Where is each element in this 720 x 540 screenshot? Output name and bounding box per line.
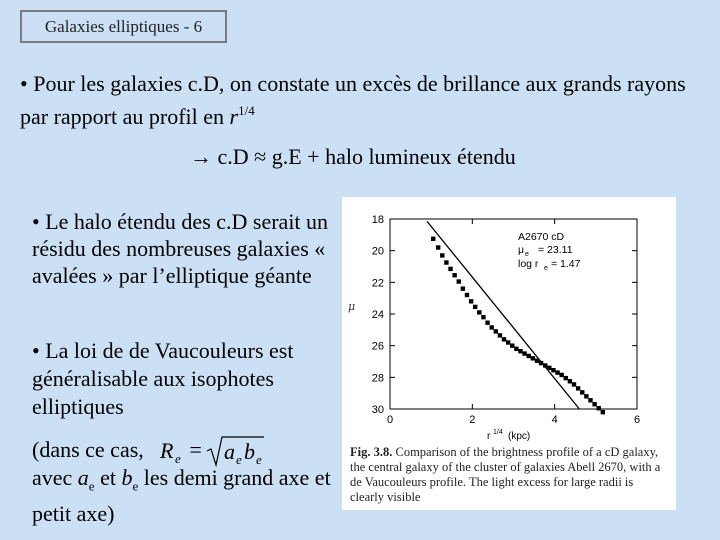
bullet-halo: • Le halo étendu des c.D serait un résidu des nombreuses galaxies « avalées » par l’elliptique géante: [32, 209, 329, 288]
data-point: [531, 356, 535, 360]
data-point: [431, 237, 435, 241]
data-point: [477, 310, 481, 314]
note-rest: les demi grand axe et petit axe): [32, 465, 331, 527]
note-line2: [32, 464, 342, 528]
note-a-sub: e: [88, 478, 95, 494]
note-line1: (dans ce cas,: [32, 437, 144, 462]
legend-log-label: log r: [518, 258, 539, 270]
bullet-cd-excess: [20, 70, 710, 130]
data-point: [510, 343, 514, 347]
formula-eq: =: [188, 437, 203, 462]
formula-a: a: [224, 439, 235, 464]
legend-log-value: = 1.47: [551, 258, 581, 270]
data-point: [518, 349, 522, 353]
data-point: [597, 406, 601, 410]
y-tick-label: 22: [371, 277, 384, 290]
data-point: [568, 379, 572, 383]
formula-R-sub: e: [175, 451, 181, 466]
data-point: [465, 293, 469, 297]
note-b-sub: e: [132, 478, 139, 494]
data-point: [564, 376, 568, 380]
slide-title: Galaxies elliptiques - 6: [20, 10, 227, 43]
note-et: et: [94, 465, 122, 490]
data-point: [489, 325, 493, 329]
data-point: [559, 373, 563, 377]
y-tick-label: 28: [371, 372, 384, 385]
plot-frame: [390, 219, 637, 409]
data-point: [588, 398, 592, 402]
data-point: [440, 253, 444, 257]
formula-R: R: [160, 438, 174, 463]
note-a: a: [77, 465, 89, 490]
data-point: [502, 337, 506, 341]
y-tick-label: 18: [371, 214, 384, 226]
data-point: [469, 299, 473, 303]
y-tick-label: 26: [371, 340, 384, 353]
formula-re: [160, 434, 270, 468]
brightness-profile-chart: [342, 197, 676, 442]
note-b: b: [121, 465, 133, 490]
x-axis-label-r: r: [487, 431, 491, 442]
data-point: [535, 359, 539, 363]
x-axis-label: [487, 429, 530, 442]
note-avec: avec: [32, 465, 78, 490]
y-tick-label: 24: [371, 309, 384, 321]
x-axis-label-unit: (kpc): [508, 431, 531, 442]
data-point: [506, 340, 510, 344]
r-exponent: 1/4: [238, 103, 255, 118]
data-point: [576, 386, 580, 390]
data-point: [444, 260, 448, 264]
data-point: [448, 267, 452, 271]
data-point: [452, 273, 456, 277]
legend-mu-label: μ: [518, 244, 525, 256]
data-point: [555, 370, 559, 374]
caption-text: Comparison of the brightness profile of a cD galaxy, the central galaxy of the cluster of galaxies Abell 2670, with a de Vaucouleurs profile. The light excess for large radii is clearly visible: [350, 445, 661, 504]
data-point: [522, 351, 526, 355]
bullet-vaucouleurs: • La loi de de Vaucouleurs est généralisable aux isophotes elliptiques: [32, 338, 294, 419]
data-point: [473, 305, 477, 309]
formula-a-sub: e: [236, 452, 242, 467]
data-point: [461, 286, 465, 290]
chart-legend: [518, 231, 581, 272]
data-point: [527, 354, 531, 358]
data-point: [592, 402, 596, 406]
data-point: [551, 368, 555, 372]
data-point: [539, 361, 543, 365]
r-symbol: r: [229, 104, 239, 129]
data-point: [436, 245, 440, 249]
y-axis-label: μ: [348, 300, 356, 313]
data-point: [481, 315, 485, 319]
data-point: [543, 363, 547, 367]
y-tick-label: 30: [371, 404, 384, 416]
legend-mu-value: = 23.11: [538, 244, 573, 256]
x-tick-label: 0: [386, 414, 394, 426]
legend-mu-sub: e: [525, 251, 529, 258]
figure-caption: [350, 445, 670, 505]
data-point: [494, 329, 498, 333]
data-point: [547, 366, 551, 370]
formula-b: b: [244, 439, 255, 464]
cd-definition: → c.D ≈ g.E + halo lumineux étendu: [190, 144, 516, 169]
data-point: [498, 333, 502, 337]
legend-log-sub: e: [544, 265, 548, 272]
data-point: [601, 410, 605, 414]
formula-b-sub: e: [256, 452, 262, 467]
x-tick-label: 2: [469, 414, 476, 426]
data-point: [485, 321, 489, 325]
data-point: [572, 382, 576, 386]
x-tick-label: 4: [551, 414, 558, 426]
y-tick-label: 20: [371, 245, 384, 258]
data-point: [580, 390, 584, 394]
caption-label: Fig. 3.8.: [350, 445, 393, 459]
x-axis-label-exp: 1/4: [493, 429, 503, 436]
data-point: [584, 394, 588, 398]
figure-panel: [342, 197, 676, 510]
x-tick-label: 6: [633, 414, 641, 426]
bullet-cd-excess-text: • Pour les galaxies c.D, on constate un excès de brillance aux grands rayons par rapport au profil en: [20, 71, 686, 129]
legend-name: A2670 cD: [518, 231, 565, 243]
data-point: [514, 347, 518, 351]
data-point: [457, 279, 461, 283]
